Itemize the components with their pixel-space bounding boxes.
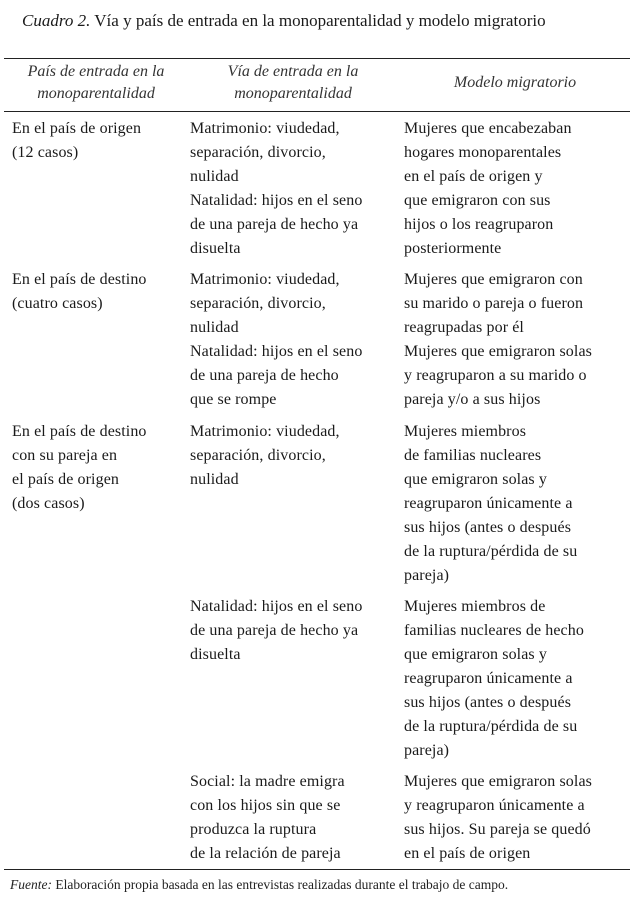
row5-via: Social: la madre emigra con los hijos sin que se produzca la ruptura de la relación de pareja bbox=[190, 773, 345, 862]
table-bottom-rule bbox=[4, 869, 630, 870]
source-text: Elaboración propia basada en las entrevistas realizadas durante el trabajo de campo. bbox=[55, 877, 509, 892]
row3-modelo: Mujeres miembros de familias nucleares que emigraron solas y reagruparon únicamente a sus hijos (antes o después de la ruptura/pérdida de su pareja) bbox=[404, 423, 578, 584]
table-top-rule bbox=[4, 58, 630, 59]
row3-via: Matrimonio: viudedad, separación, divorcio, nulidad bbox=[190, 423, 340, 488]
row1-via: Matrimonio: viudedad, separación, divorcio, nulidad Natalidad: hijos en el seno de una pareja de hecho ya disuelta bbox=[190, 120, 363, 257]
row4-via: Natalidad: hijos en el seno de una pareja de hecho ya disuelta bbox=[190, 598, 363, 663]
caption-title: Vía y país de entrada en la monoparentalidad y modelo migratorio bbox=[94, 11, 546, 30]
row2-via: Matrimonio: viudedad, separación, divorcio, nulidad Natalidad: hijos en el seno de una pareja de hecho que se rompe bbox=[190, 271, 363, 408]
row5-modelo: Mujeres que emigraron solas y reagruparon únicamente a sus hijos. Su pareja se quedó en el país de origen bbox=[404, 773, 592, 862]
row2-pais: En el país de destino (cuatro casos) bbox=[12, 271, 147, 312]
row4-modelo: Mujeres miembros de familias nucleares de hecho que emigraron solas y reagruparon únicamente a sus hijos (antes o después de la ruptura/pérdida de su pareja) bbox=[404, 598, 584, 759]
row2-modelo: Mujeres que emigraron con su marido o pareja o fueron reagrupadas por él Mujeres que emigraron solas y reagruparon a su marido o pareja y/o a sus hijos bbox=[404, 271, 592, 408]
table-source bbox=[10, 876, 630, 894]
row1-modelo: Mujeres que encabezaban hogares monoparentales en el país de origen y que emigraron con sus hijos o los reagruparon posteriormente bbox=[404, 120, 572, 257]
table-caption bbox=[22, 10, 622, 32]
row1-pais: En el país de origen (12 casos) bbox=[12, 120, 142, 161]
caption-label: Cuadro 2. bbox=[22, 11, 91, 30]
header-pais: País de entrada en la monoparentalidad bbox=[27, 63, 165, 102]
header-modelo: Modelo migratorio bbox=[453, 74, 577, 91]
header-bottom-rule bbox=[4, 111, 630, 112]
row3-pais: En el país de destino con su pareja en el país de origen (dos casos) bbox=[12, 423, 147, 512]
header-via: Vía de entrada en la monoparentalidad bbox=[227, 63, 359, 102]
source-label: Fuente: bbox=[10, 877, 52, 892]
